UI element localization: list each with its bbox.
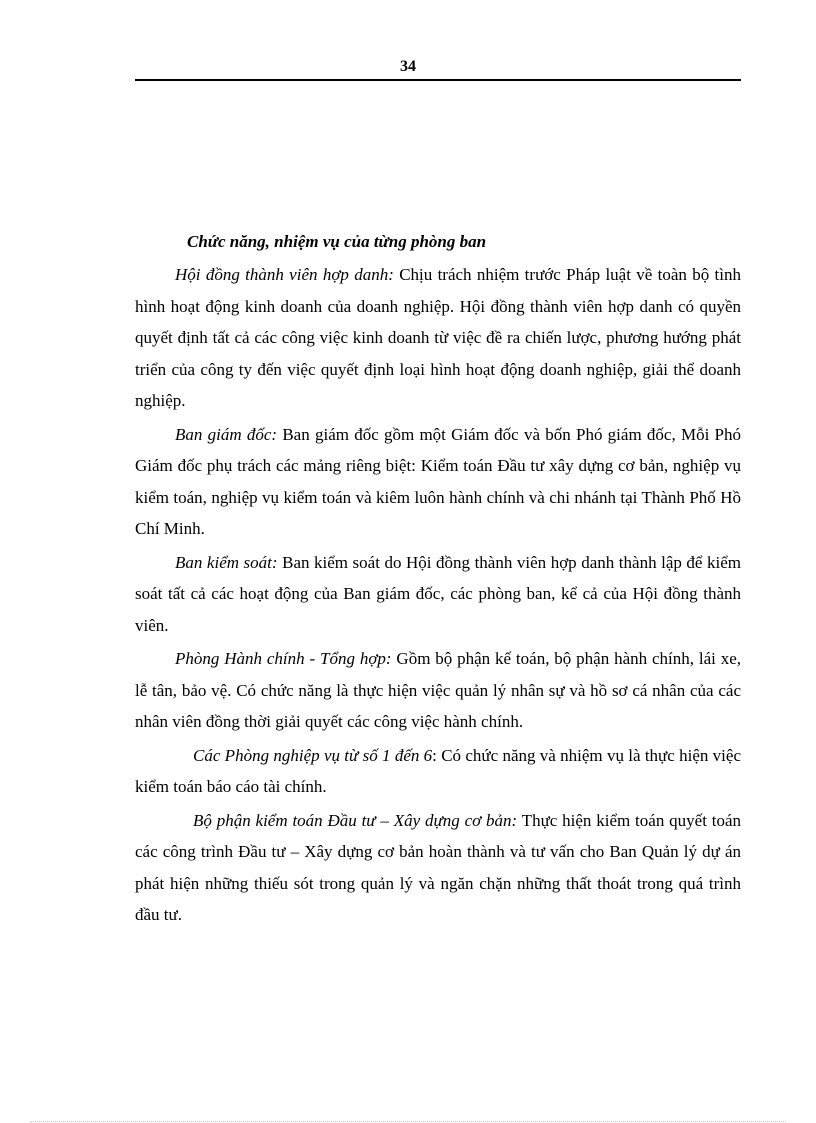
- paragraph-text: Ban kiểm soát do Hội đồng thành viên hợp danh thành lập để kiểm soát tất cả các hoạt động của Ban giám đốc, các phòng ban, kể cả của Hội đồng thành viên.: [135, 552, 741, 635]
- paragraph-bo-phan-kiem-toan-dau-tu: [135, 805, 741, 931]
- document-body: [135, 229, 741, 933]
- paragraph-text: Thực hiện kiểm toán quyết toán các công trình Đầu tư – Xây dựng cơ bản hoàn thành và tư vấn cho Ban Quản lý dự án phát hiện những thiếu sót trong quản lý và ngăn chặn những thất thoát trong quá trình đầu tư.: [135, 810, 742, 924]
- paragraph-phong-nghiep-vu: [135, 740, 741, 803]
- paragraph-ban-kiem-soat: [135, 547, 741, 642]
- paragraph-text: : Có chức năng và nhiệm vụ là thực hiện việc kiểm toán báo cáo tài chính.: [135, 745, 741, 796]
- paragraph-text: Chịu trách nhiệm trước Pháp luật về toàn bộ tình hình hoạt động kinh doanh của doanh nghiệp. Hội đồng thành viên hợp danh có quyền quyết định tất cả các công việc kinh doanh từ việc đề ra chiến lược, phương hướng phát triển của công ty đến việc quyết định loại hình hoạt động doanh nghiệp, giải thể doanh nghiệp.: [135, 265, 741, 410]
- section-heading: Chức năng, nhiệm vụ của từng phòng ban: [187, 232, 487, 251]
- paragraph-label: Phòng Hành chính - Tổng hợp:: [175, 649, 392, 668]
- paragraph-phong-hanh-chinh: [135, 643, 741, 738]
- paragraph-label: Hội đồng thành viên hợp danh:: [175, 265, 394, 284]
- paragraph-ban-giam-doc: [135, 419, 741, 545]
- paragraph-label: Ban giám đốc:: [175, 424, 278, 444]
- paragraph-label: Bộ phận kiểm toán Đầu tư – Xây dựng cơ bản:: [193, 810, 518, 830]
- paragraph-hoi-dong-thanh-vien: [135, 259, 741, 417]
- paragraph-text: Ban giám đốc gồm một Giám đốc và bốn Phó giám đốc, Mỗi Phó Giám đốc phụ trách các mảng riêng biệt: Kiểm toán Đầu tư xây dựng cơ bản, nghiệp vụ kiểm toán, nghiệp vụ kiểm toán và kiêm luôn hành chính và chi nhánh tại Thành Phố Hồ Chí Minh.: [135, 424, 741, 538]
- header-rule: [135, 79, 741, 81]
- page-bottom-border: [30, 1121, 786, 1122]
- page-number: 34: [400, 58, 416, 75]
- paragraph-text: Gồm bộ phận kế toán, bộ phận hành chính, lái xe, lễ tân, bảo vệ. Có chức năng là thực hiện việc quản lý nhân sự và hồ sơ cá nhân của các nhân viên đồng thời giải quyết các công việc hành chính.: [135, 649, 741, 731]
- paragraph-label: Các Phòng nghiệp vụ từ số 1 đến 6: [193, 745, 433, 765]
- paragraph-label: Ban kiểm soát:: [175, 552, 278, 572]
